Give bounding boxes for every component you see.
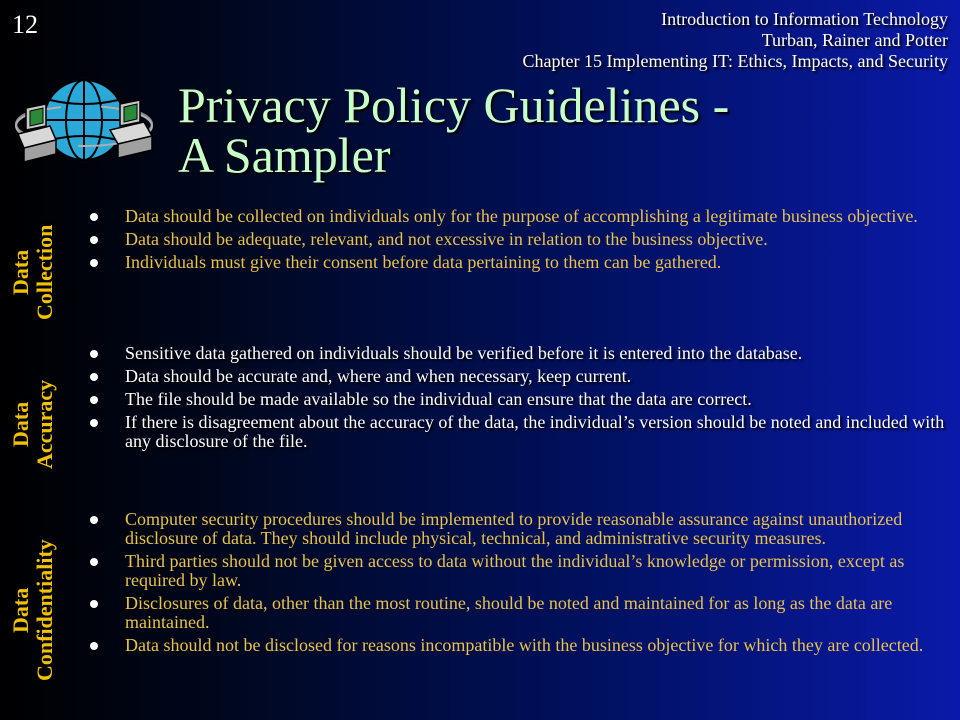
header-line-chapter: Chapter 15 Implementing IT: Ethics, Impacts, and Security xyxy=(522,51,948,71)
bullet-icon xyxy=(90,516,98,524)
bullet-icon xyxy=(90,558,98,566)
bullet-icon xyxy=(90,350,98,358)
header-line-authors: Turban, Rainer and Potter xyxy=(761,30,948,50)
list-item-text: Data should be accurate and, where and when necessary, keep current. xyxy=(125,366,632,386)
bullet-icon xyxy=(90,600,98,608)
list-item-text: Disclosures of data, other than the most routine, should be noted and maintained for as long as the data are maintained. xyxy=(125,593,893,632)
list-item-text: Data should be adequate, relevant, and not excessive in relation to the business objective. xyxy=(125,229,768,249)
list-item xyxy=(90,207,960,226)
list-item xyxy=(90,344,960,363)
list-item-text: Individuals must give their consent before data pertaining to them can be gathered. xyxy=(125,252,722,272)
header-block xyxy=(523,9,949,72)
list-item xyxy=(90,230,960,249)
section-label-data-collection: Data Collection xyxy=(8,224,57,320)
list-item-text: If there is disagreement about the accuracy of the data, the individual’s version should be noted and included with any disclosure of the file. xyxy=(125,412,945,451)
list-item-text: Third parties should not be given access to data without the individual’s knowledge or permission, except as required by law. xyxy=(125,551,905,590)
bullet-icon xyxy=(90,236,98,244)
bullet-icon xyxy=(90,642,98,650)
data-collection-list xyxy=(90,207,960,276)
list-item-text: Data should not be disclosed for reasons incompatible with the business objective for which they are collected. xyxy=(125,635,924,655)
list-item xyxy=(90,594,960,632)
list-item xyxy=(90,413,960,451)
data-confidentiality-list xyxy=(90,510,960,659)
bullet-icon xyxy=(90,419,98,427)
list-item xyxy=(90,510,960,548)
list-item xyxy=(90,636,960,655)
bullet-icon xyxy=(90,396,98,404)
header-line-course: Introduction to Information Technology xyxy=(661,9,948,29)
list-item-text: Sensitive data gathered on individuals should be verified before it is entered into the database. xyxy=(125,343,803,363)
list-item xyxy=(90,253,960,272)
list-item xyxy=(90,390,960,409)
page-title xyxy=(178,77,730,183)
slide-number: 12 xyxy=(12,10,38,39)
data-accuracy-list xyxy=(90,344,960,455)
section-label-data-confidentiality: Data Confidentiality xyxy=(8,539,57,681)
list-item-text: Computer security procedures should be implemented to provide reasonable assurance against unauthorized disclosure of data. They should include physical, technical, and administrative security measures. xyxy=(125,509,903,548)
bullet-icon xyxy=(90,213,98,221)
list-item xyxy=(90,367,960,386)
bullet-icon xyxy=(90,373,98,381)
list-item xyxy=(90,552,960,590)
bullet-icon xyxy=(90,259,98,267)
page-title-line2: A Sampler xyxy=(178,127,391,183)
list-item-text: Data should be collected on individuals only for the purpose of accomplishing a legitimate business objective. xyxy=(125,206,918,226)
list-item-text: The file should be made available so the individual can ensure that the data are correct. xyxy=(125,389,752,409)
section-label-data-accuracy: Data Accuracy xyxy=(8,379,57,469)
network-globe-icon xyxy=(12,74,157,174)
page-title-line1: Privacy Policy Guidelines - xyxy=(178,77,730,133)
